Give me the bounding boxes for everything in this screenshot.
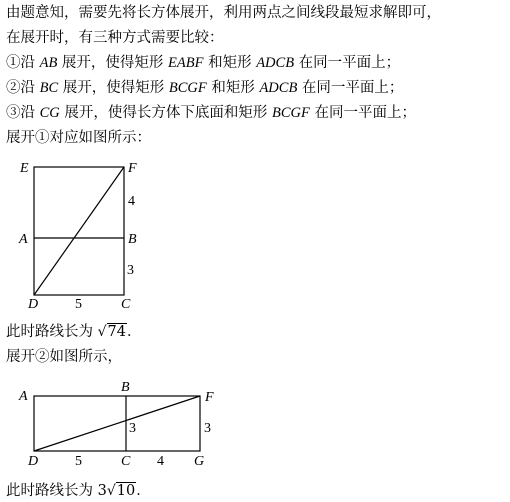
text-line-5: ③沿 CG 展开，使得长方体下底面和矩形 BCGF 在同一平面上；: [6, 105, 416, 121]
text-line-7: 展开②如图所示，: [6, 349, 122, 365]
figure2-dim-dc: 5: [75, 454, 82, 469]
figure1-label-e: E: [20, 161, 29, 176]
sqrt-expression-1: √74: [97, 324, 126, 340]
text-line-4: ②沿 BC 展开，使得矩形 BCGF 和矩形 ADCB 在同一平面上；: [6, 80, 404, 96]
figure1-dim-base: 5: [75, 297, 82, 312]
text-line-1: 由题意知，需要先将长方体展开，利用两点之间线段最短求解即可，: [6, 5, 441, 21]
figure2-label-c: C: [121, 454, 131, 469]
figure2-label-g: G: [194, 454, 205, 469]
result-2: 此时路线长为 3√10．: [6, 483, 151, 499]
figure1-label-f: F: [128, 161, 137, 176]
figure1-label-c: C: [121, 297, 131, 312]
figure2-label-d: D: [28, 454, 39, 469]
figure2-label-b: B: [121, 380, 130, 395]
result-1: 此时路线长为 √74．: [6, 324, 142, 340]
figure2-label-f: F: [205, 390, 214, 405]
figure1-diagonal-df: [34, 167, 124, 295]
text-line-2: 在展开时，有三种方式需要比较：: [6, 30, 224, 46]
figure2-dim-cg: 4: [157, 454, 164, 469]
figure2-diagonal-df: [34, 396, 200, 451]
figure2-label-a: A: [19, 389, 28, 404]
sqrt-expression-2: √10: [106, 483, 136, 499]
figure1-dim-bottom: 3: [127, 263, 134, 278]
figure1-label-a: A: [19, 232, 28, 247]
figure1-dim-top: 4: [128, 194, 135, 209]
figure2-dim-inner: 3: [129, 421, 136, 436]
figure2-dim-right: 3: [204, 421, 211, 436]
text-line-3: ①沿 AB 展开，使得矩形 EABF 和矩形 ADCB 在同一平面上；: [6, 55, 401, 71]
text-line-6: 展开①对应如图所示：: [6, 130, 151, 146]
figure1-label-b: B: [128, 232, 137, 247]
figure1-label-d: D: [28, 297, 39, 312]
